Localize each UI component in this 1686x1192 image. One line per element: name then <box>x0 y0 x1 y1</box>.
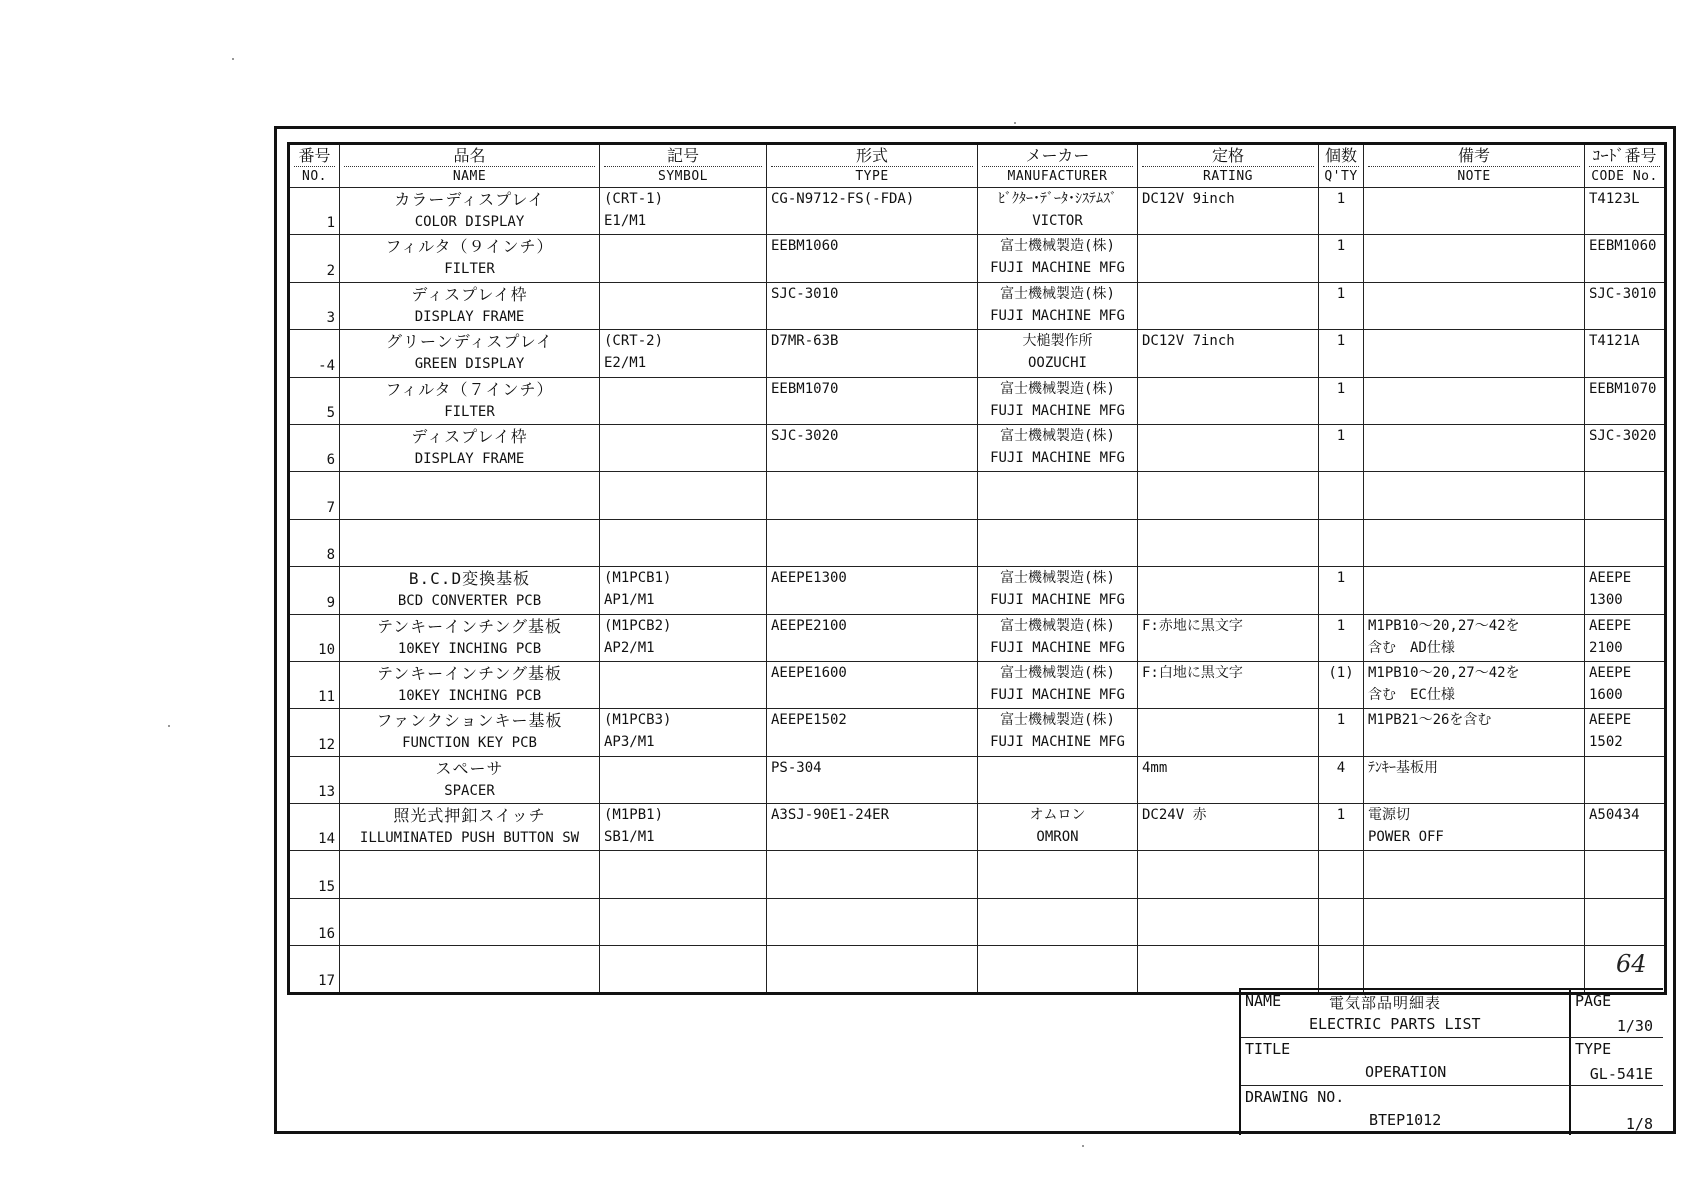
item-number: 13 <box>289 756 340 803</box>
item-manufacturer <box>978 661 1138 708</box>
parts-table-body <box>289 188 1666 994</box>
header-no: 番号 NO. <box>289 144 340 188</box>
manufacturer-line-2: OOZUCHI <box>1027 355 1087 372</box>
item-quantity: 1 <box>1319 282 1364 329</box>
item-number: -4 <box>289 330 340 377</box>
table-row <box>289 898 1666 945</box>
item-type: A3SJ-90E1-24ER <box>767 804 978 851</box>
item-name-en: SPACER <box>444 782 495 799</box>
header-symbol: 記号 SYMBOL <box>600 144 767 188</box>
title-block <box>1239 988 1663 1135</box>
title-block-drawing-row <box>1241 1086 1663 1135</box>
item-name-jp <box>344 899 595 900</box>
item-code <box>1585 377 1666 424</box>
item-type <box>767 898 978 945</box>
table-row <box>289 661 1666 708</box>
item-name <box>340 567 600 614</box>
item-code <box>1585 567 1666 614</box>
code-line-1: T4123L <box>1589 191 1640 207</box>
item-note <box>1364 804 1585 851</box>
header-note: 備考 NOTE <box>1364 144 1585 188</box>
item-rating: DC12V 9inch <box>1138 188 1319 235</box>
item-quantity <box>1319 898 1364 945</box>
item-quantity: 1 <box>1319 804 1364 851</box>
manufacturer-line-2: VICTOR <box>1032 213 1083 229</box>
symbol-line-2: AP2/M1 <box>604 639 655 656</box>
item-name <box>340 804 600 851</box>
note-line-1: ﾃﾝｷｰ基板用 <box>1368 759 1438 776</box>
header-type: 形式 TYPE <box>767 144 978 188</box>
item-number: 8 <box>289 519 340 566</box>
item-quantity: 1 <box>1319 188 1364 235</box>
item-name-jp: ディスプレイ枠 <box>411 426 528 446</box>
code-line-2: 1600 <box>1589 686 1623 703</box>
page-label: PAGE <box>1575 992 1612 1010</box>
item-type <box>767 472 978 519</box>
item-name <box>340 661 600 708</box>
item-number: 16 <box>289 898 340 945</box>
item-name <box>340 519 600 566</box>
code-line-1: SJC-3010 <box>1589 285 1657 302</box>
item-type: SJC-3020 <box>767 424 978 471</box>
item-name-en: FILTER <box>444 261 495 278</box>
item-name-en: COLOR DISPLAY <box>414 214 525 230</box>
item-symbol <box>600 424 767 471</box>
item-type: SJC-3010 <box>767 282 978 329</box>
item-note <box>1364 661 1585 708</box>
item-code <box>1585 709 1666 756</box>
item-type <box>767 946 978 993</box>
manufacturer-line-1: 富士機械製造(株) <box>1000 380 1115 397</box>
item-symbol <box>600 377 767 424</box>
manufacturer-line-1: 富士機械製造(株) <box>1000 238 1115 255</box>
document-name-jp: 電気部品明細表 <box>1329 994 1442 1012</box>
item-name <box>340 188 600 235</box>
item-code <box>1585 282 1666 329</box>
item-number: 17 <box>289 946 340 993</box>
code-line-1: AEEPE <box>1589 664 1632 681</box>
item-symbol <box>600 330 767 377</box>
item-note <box>1364 472 1585 519</box>
symbol-line-1: (M1PCB3) <box>604 712 672 729</box>
table-row <box>289 709 1666 756</box>
item-code <box>1585 614 1666 661</box>
item-name <box>340 851 600 898</box>
item-manufacturer <box>978 519 1138 566</box>
table-row <box>289 851 1666 898</box>
item-type: EEBM1060 <box>767 235 978 282</box>
item-name-en: DISPLAY FRAME <box>414 308 525 325</box>
item-manufacturer <box>978 614 1138 661</box>
item-name-jp <box>344 851 595 852</box>
manufacturer-line-2: FUJI MACHINE MFG <box>990 734 1125 751</box>
symbol-line-2: E2/M1 <box>604 355 647 372</box>
item-quantity: (1) <box>1319 661 1364 708</box>
symbol-line-2: E1/M1 <box>604 213 647 229</box>
symbol-line-1: (M1PCB2) <box>604 617 672 634</box>
table-row <box>289 330 1666 377</box>
item-number: 1 <box>289 188 340 235</box>
item-rating: 4mm <box>1138 756 1319 803</box>
item-name-jp <box>344 472 595 473</box>
code-line-2: 2100 <box>1589 639 1623 656</box>
manufacturer-line-2: OMRON <box>1036 829 1079 846</box>
item-name-en: FILTER <box>444 403 495 420</box>
item-manufacturer <box>978 330 1138 377</box>
item-code <box>1585 330 1666 377</box>
item-manufacturer <box>978 235 1138 282</box>
item-name <box>340 282 600 329</box>
item-note <box>1364 567 1585 614</box>
manufacturer-line-2: FUJI MACHINE MFG <box>990 639 1125 656</box>
table-row <box>289 235 1666 282</box>
item-name <box>340 898 600 945</box>
item-name-en: BCD CONVERTER PCB <box>397 593 542 610</box>
item-number: 6 <box>289 424 340 471</box>
manufacturer-line-1: オムロン <box>1029 807 1086 824</box>
manufacturer-line-2: FUJI MACHINE MFG <box>990 592 1125 609</box>
item-note <box>1364 519 1585 566</box>
item-rating <box>1138 946 1319 993</box>
item-quantity <box>1319 472 1364 519</box>
symbol-line-1: (M1PB1) <box>604 807 664 824</box>
item-code <box>1585 188 1666 235</box>
item-name-jp: ファンクションキー基板 <box>376 711 563 731</box>
item-manufacturer <box>978 898 1138 945</box>
item-symbol <box>600 804 767 851</box>
item-symbol <box>600 614 767 661</box>
item-rating <box>1138 851 1319 898</box>
item-note <box>1364 282 1585 329</box>
type-value: GL-541E <box>1589 1065 1653 1083</box>
item-name-jp: フィルタ（９インチ） <box>385 237 554 257</box>
item-name-jp: グリーンディスプレイ <box>386 332 553 352</box>
code-line-1: A50434 <box>1589 807 1640 824</box>
item-name <box>340 330 600 377</box>
item-name <box>340 424 600 471</box>
item-note <box>1364 709 1585 756</box>
item-symbol <box>600 851 767 898</box>
manufacturer-line-1: 富士機械製造(株) <box>1000 712 1115 729</box>
note-line-1: M1PB10～20,27～42を <box>1368 617 1520 634</box>
item-symbol <box>600 567 767 614</box>
item-symbol <box>600 898 767 945</box>
item-rating: DC24V 赤 <box>1138 804 1319 851</box>
item-type <box>767 519 978 566</box>
type-label: TYPE <box>1575 1040 1612 1058</box>
item-manufacturer <box>978 804 1138 851</box>
name-label: NAME <box>1245 992 1282 1010</box>
code-line-2: 1300 <box>1589 592 1623 609</box>
table-row <box>289 282 1666 329</box>
table-row <box>289 424 1666 471</box>
code-line-1: AEEPE <box>1589 617 1632 634</box>
item-type: EEBM1070 <box>767 377 978 424</box>
item-quantity: 1 <box>1319 235 1364 282</box>
item-quantity: 1 <box>1319 330 1364 377</box>
item-quantity: 1 <box>1319 424 1364 471</box>
code-line-1: SJC-3020 <box>1589 427 1657 444</box>
header-row <box>289 144 1666 188</box>
item-code <box>1585 235 1666 282</box>
item-manufacturer <box>978 424 1138 471</box>
symbol-line-1: (CRT-1) <box>604 191 664 207</box>
item-name-en: FUNCTION KEY PCB <box>402 735 537 752</box>
item-quantity <box>1319 519 1364 566</box>
manufacturer-line-1: 大槌製作所 <box>1022 333 1093 350</box>
item-rating <box>1138 472 1319 519</box>
sheet-value: 1/8 <box>1625 1115 1653 1133</box>
manufacturer-line-2: FUJI MACHINE MFG <box>990 307 1125 324</box>
item-rating: DC12V 7inch <box>1138 330 1319 377</box>
manufacturer-line-2: FUJI MACHINE MFG <box>990 260 1125 277</box>
item-quantity: 1 <box>1319 614 1364 661</box>
item-manufacturer <box>978 377 1138 424</box>
drawing-number: BTEP1012 <box>1369 1111 1442 1129</box>
item-name-en: GREEN DISPLAY <box>414 356 525 373</box>
item-note <box>1364 330 1585 377</box>
item-symbol <box>600 519 767 566</box>
table-row <box>289 519 1666 566</box>
item-quantity: 1 <box>1319 709 1364 756</box>
parts-table <box>287 142 1667 995</box>
item-number: 5 <box>289 377 340 424</box>
item-rating: F:赤地に黒文字 <box>1138 614 1319 661</box>
item-number: 14 <box>289 804 340 851</box>
table-row <box>289 756 1666 803</box>
item-manufacturer <box>978 851 1138 898</box>
code-line-1: AEEPE <box>1589 570 1632 587</box>
table-row <box>289 614 1666 661</box>
scan-speck <box>232 58 234 60</box>
item-symbol <box>600 188 767 235</box>
item-rating: F:白地に黒文字 <box>1138 661 1319 708</box>
item-note <box>1364 188 1585 235</box>
table-row <box>289 804 1666 851</box>
parts-list-sheet <box>274 126 1676 1134</box>
item-name-jp: テンキーインチング基板 <box>376 616 563 636</box>
item-number: 12 <box>289 709 340 756</box>
table-row <box>289 472 1666 519</box>
item-code <box>1585 472 1666 519</box>
item-name-en: 10KEY INCHING PCB <box>397 640 542 657</box>
item-name-jp: ディスプレイ枠 <box>411 284 528 304</box>
drawing-label: DRAWING NO. <box>1245 1088 1345 1106</box>
item-code <box>1585 519 1666 566</box>
note-line-2: 含む EC仕様 <box>1368 686 1455 703</box>
title-block-name-row <box>1241 990 1663 1038</box>
item-type: D7MR-63B <box>767 330 978 377</box>
item-manufacturer <box>978 282 1138 329</box>
item-rating <box>1138 377 1319 424</box>
manufacturer-line-1: ﾋﾞｸﾀｰ･ﾃﾞｰﾀ･ｼｽﾃﾑｽﾞ <box>998 191 1117 207</box>
symbol-line-2: AP1/M1 <box>604 592 655 609</box>
item-name <box>340 377 600 424</box>
title-label: TITLE <box>1245 1040 1291 1058</box>
item-rating <box>1138 898 1319 945</box>
code-line-1: AEEPE <box>1589 712 1632 729</box>
code-line-1: EEBM1070 <box>1589 380 1657 397</box>
table-row <box>289 188 1666 235</box>
code-line-1: EEBM1060 <box>1589 238 1657 255</box>
item-number: 9 <box>289 567 340 614</box>
item-symbol <box>600 661 767 708</box>
scan-speck <box>1082 1145 1084 1147</box>
manufacturer-line-1: 富士機械製造(株) <box>1000 664 1115 681</box>
item-quantity: 1 <box>1319 377 1364 424</box>
item-note <box>1364 851 1585 898</box>
item-code <box>1585 661 1666 708</box>
header-code: ｺｰﾄﾞ番号 CODE No. <box>1585 144 1666 188</box>
symbol-line-1: (M1PCB1) <box>604 570 672 587</box>
document-name-en: ELECTRIC PARTS LIST <box>1309 1015 1481 1033</box>
page-value: 1/30 <box>1616 1017 1653 1035</box>
item-note <box>1364 614 1585 661</box>
item-name <box>340 235 600 282</box>
item-rating <box>1138 424 1319 471</box>
manufacturer-line-1: 富士機械製造(株) <box>1000 617 1115 634</box>
code-line-1: T4121A <box>1589 333 1640 350</box>
item-number: 3 <box>289 282 340 329</box>
manufacturer-line-1: 富士機械製造(株) <box>1000 427 1115 444</box>
item-name-jp: B.C.D変換基板 <box>408 569 531 589</box>
item-quantity: 4 <box>1319 756 1364 803</box>
item-code <box>1585 851 1666 898</box>
code-line-2: 1502 <box>1589 734 1623 751</box>
item-symbol <box>600 709 767 756</box>
header-qty: 個数 Q'TY <box>1319 144 1364 188</box>
item-number: 2 <box>289 235 340 282</box>
symbol-line-2: SB1/M1 <box>604 829 655 846</box>
title-block-title-row <box>1241 1038 1663 1086</box>
item-quantity <box>1319 851 1364 898</box>
item-quantity: 1 <box>1319 567 1364 614</box>
item-type: AEEPE2100 <box>767 614 978 661</box>
item-note <box>1364 898 1585 945</box>
item-name <box>340 472 600 519</box>
item-rating <box>1138 519 1319 566</box>
item-rating <box>1138 235 1319 282</box>
header-name: 品名 NAME <box>340 144 600 188</box>
item-symbol <box>600 946 767 993</box>
manufacturer-line-2: FUJI MACHINE MFG <box>990 449 1125 466</box>
item-name-jp: フィルタ（７インチ） <box>385 379 554 399</box>
manufacturer-line-1: 富士機械製造(株) <box>1000 285 1115 302</box>
table-row <box>289 946 1666 993</box>
item-note <box>1364 235 1585 282</box>
note-line-1: M1PB10～20,27～42を <box>1368 664 1520 681</box>
item-symbol <box>600 235 767 282</box>
title-value: OPERATION <box>1365 1063 1447 1081</box>
item-name <box>340 756 600 803</box>
item-manufacturer <box>978 709 1138 756</box>
item-name-jp <box>344 946 595 947</box>
manufacturer-line-2: FUJI MACHINE MFG <box>990 402 1125 419</box>
item-type: CG-N9712-FS(-FDA) <box>767 188 978 235</box>
item-type: AEEPE1502 <box>767 709 978 756</box>
handwritten-page-mark: 64 <box>1616 950 1647 978</box>
item-quantity <box>1319 946 1364 993</box>
item-name <box>340 614 600 661</box>
scan-speck <box>1014 122 1016 124</box>
header-rating: 定格 RATING <box>1138 144 1319 188</box>
item-note <box>1364 756 1585 803</box>
item-note <box>1364 946 1585 993</box>
item-rating <box>1138 567 1319 614</box>
item-name-jp: スペーサ <box>435 758 504 778</box>
item-name-jp <box>344 520 595 521</box>
item-type: AEEPE1300 <box>767 567 978 614</box>
item-name-en: 10KEY INCHING PCB <box>397 687 542 704</box>
item-rating <box>1138 282 1319 329</box>
item-type: PS-304 <box>767 756 978 803</box>
item-note <box>1364 377 1585 424</box>
item-number: 7 <box>289 472 340 519</box>
note-line-2: 含む AD仕様 <box>1368 639 1455 656</box>
symbol-line-1: (CRT-2) <box>604 333 664 350</box>
item-name-jp: カラーディスプレイ <box>394 190 545 209</box>
item-name-en: ILLUMINATED PUSH BUTTON SW <box>359 830 580 847</box>
item-name-en: DISPLAY FRAME <box>414 450 525 467</box>
item-code <box>1585 756 1666 803</box>
item-symbol <box>600 472 767 519</box>
item-rating <box>1138 709 1319 756</box>
item-name-jp: 照光式押釦スイッチ <box>393 806 546 826</box>
scan-speck <box>168 725 170 727</box>
item-type: AEEPE1600 <box>767 661 978 708</box>
item-code <box>1585 424 1666 471</box>
item-type <box>767 851 978 898</box>
manufacturer-line-2: FUJI MACHINE MFG <box>990 686 1125 703</box>
note-line-2: POWER OFF <box>1368 829 1444 846</box>
header-manufacturer: メーカー MANUFACTURER <box>978 144 1138 188</box>
table-row <box>289 567 1666 614</box>
item-name <box>340 946 600 993</box>
note-line-1: 電源切 <box>1368 807 1410 824</box>
item-manufacturer <box>978 946 1138 993</box>
item-symbol <box>600 282 767 329</box>
item-manufacturer <box>978 188 1138 235</box>
item-symbol <box>600 756 767 803</box>
item-number: 11 <box>289 661 340 708</box>
item-name-jp: テンキーインチング基板 <box>376 663 563 683</box>
note-line-1: M1PB21～26を含む <box>1368 712 1492 729</box>
item-manufacturer <box>978 472 1138 519</box>
item-number: 15 <box>289 851 340 898</box>
table-row <box>289 377 1666 424</box>
item-number: 10 <box>289 614 340 661</box>
item-name <box>340 709 600 756</box>
item-code <box>1585 898 1666 945</box>
manufacturer-line-1: 富士機械製造(株) <box>1000 570 1115 587</box>
item-manufacturer <box>978 756 1138 803</box>
symbol-line-2: AP3/M1 <box>604 734 655 751</box>
item-code <box>1585 804 1666 851</box>
item-manufacturer <box>978 567 1138 614</box>
item-note <box>1364 424 1585 471</box>
